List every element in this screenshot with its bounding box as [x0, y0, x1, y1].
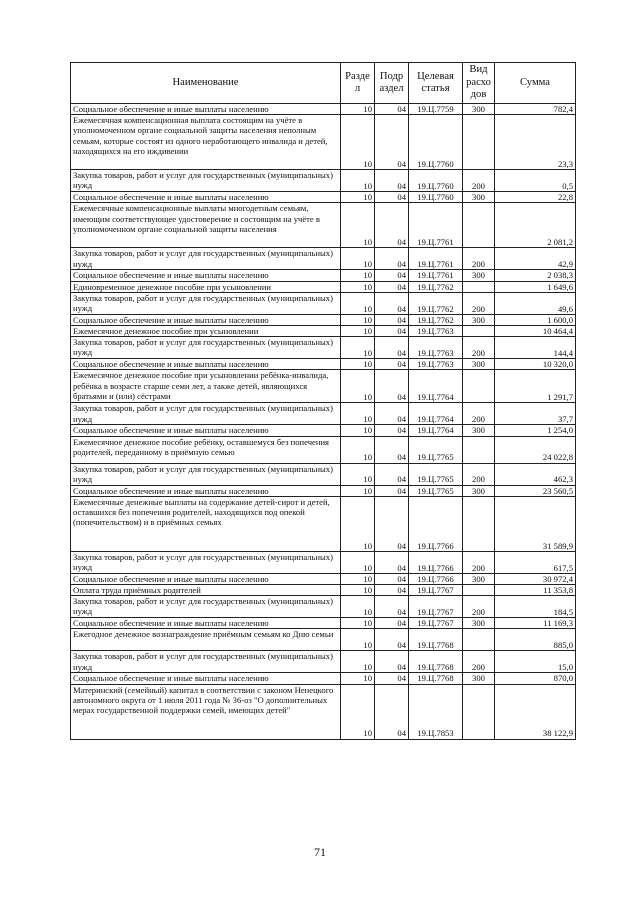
cell-sum: 1 291,7: [495, 370, 576, 403]
cell-name: Социальное обеспечение и иные выплаты населению: [71, 673, 341, 684]
cell-vr: [463, 326, 495, 337]
table-row: [71, 326, 576, 337]
cell-cs: 19.Ц.7762: [409, 314, 463, 325]
cell-vr: 300: [463, 425, 495, 436]
cell-cs: 19.Ц.7766: [409, 496, 463, 551]
cell-vr: 300: [463, 192, 495, 203]
cell-sum: 1 649,6: [495, 281, 576, 292]
cell-r: 10: [341, 192, 375, 203]
table-row: [71, 337, 576, 359]
cell-vr: [463, 203, 495, 248]
table-row: [71, 314, 576, 325]
cell-r: 10: [341, 496, 375, 551]
cell-name: Социальное обеспечение и иные выплаты населению: [71, 104, 341, 115]
cell-name: Ежемесячные компенсационные выплаты многодетным семьям, имеющим соответствующее удостоверение и состоящим на учёте в уполномоченном органе социальной защиты населения: [71, 203, 341, 248]
cell-name: Социальное обеспечение и иные выплаты населению: [71, 270, 341, 281]
cell-vr: 300: [463, 673, 495, 684]
cell-vr: 200: [463, 596, 495, 618]
cell-r: 10: [341, 596, 375, 618]
header-razdel: Разде л: [341, 63, 375, 104]
cell-p: 04: [375, 436, 409, 463]
cell-cs: 19.Ц.7764: [409, 370, 463, 403]
cell-name: Закупка товаров, работ и услуг для государственных (муниципальных) нужд: [71, 337, 341, 359]
cell-name: Закупка товаров, работ и услуг для государственных (муниципальных) нужд: [71, 463, 341, 485]
cell-sum: 462,3: [495, 463, 576, 485]
table-row: [71, 270, 576, 281]
table-row: [71, 485, 576, 496]
cell-vr: [463, 684, 495, 739]
header-name: Наименование: [71, 63, 341, 104]
cell-r: 10: [341, 248, 375, 270]
cell-vr: 200: [463, 170, 495, 192]
cell-vr: [463, 629, 495, 651]
cell-cs: 19.Ц.7763: [409, 337, 463, 359]
cell-p: 04: [375, 403, 409, 425]
table-row: [71, 370, 576, 403]
cell-sum: 885,0: [495, 629, 576, 651]
cell-sum: 870,0: [495, 673, 576, 684]
cell-cs: 19.Ц.7759: [409, 104, 463, 115]
cell-cs: 19.Ц.7767: [409, 585, 463, 596]
cell-cs: 19.Ц.7762: [409, 292, 463, 314]
cell-vr: 300: [463, 359, 495, 370]
table-row: [71, 684, 576, 739]
cell-p: 04: [375, 314, 409, 325]
cell-vr: 300: [463, 618, 495, 629]
table-row: [71, 585, 576, 596]
cell-p: 04: [375, 270, 409, 281]
cell-vr: [463, 115, 495, 170]
cell-vr: 300: [463, 270, 495, 281]
cell-p: 04: [375, 573, 409, 584]
table-row: [71, 403, 576, 425]
cell-cs: 19.Ц.7853: [409, 684, 463, 739]
cell-r: 10: [341, 573, 375, 584]
cell-sum: 10 320,0: [495, 359, 576, 370]
cell-cs: 19.Ц.7761: [409, 248, 463, 270]
cell-r: 10: [341, 618, 375, 629]
table-row: [71, 618, 576, 629]
cell-name: Закупка товаров, работ и услуг для государственных (муниципальных) нужд: [71, 170, 341, 192]
cell-name: Закупка товаров, работ и услуг для государственных (муниципальных) нужд: [71, 292, 341, 314]
table-header-row: [71, 63, 576, 104]
cell-r: 10: [341, 337, 375, 359]
cell-r: 10: [341, 281, 375, 292]
cell-sum: 11 353,8: [495, 585, 576, 596]
cell-r: 10: [341, 673, 375, 684]
table-row: [71, 281, 576, 292]
cell-cs: 19.Ц.7766: [409, 573, 463, 584]
cell-sum: 782,4: [495, 104, 576, 115]
cell-sum: 0,5: [495, 170, 576, 192]
cell-sum: 184,5: [495, 596, 576, 618]
cell-sum: 31 589,9: [495, 496, 576, 551]
cell-r: 10: [341, 485, 375, 496]
cell-sum: 23,3: [495, 115, 576, 170]
cell-cs: 19.Ц.7761: [409, 203, 463, 248]
cell-sum: 1 600,0: [495, 314, 576, 325]
cell-vr: 300: [463, 485, 495, 496]
cell-sum: 1 254,0: [495, 425, 576, 436]
table-row: [71, 596, 576, 618]
cell-vr: 200: [463, 403, 495, 425]
cell-sum: 15,0: [495, 651, 576, 673]
cell-cs: 19.Ц.7768: [409, 651, 463, 673]
cell-p: 04: [375, 551, 409, 573]
cell-name: Социальное обеспечение и иные выплаты населению: [71, 618, 341, 629]
cell-name: Ежегодное денежное вознаграждение приёмным семьям ко Дню семьи: [71, 629, 341, 651]
table-row: [71, 463, 576, 485]
cell-vr: 300: [463, 573, 495, 584]
cell-r: 10: [341, 463, 375, 485]
cell-cs: 19.Ц.7764: [409, 403, 463, 425]
cell-cs: 19.Ц.7767: [409, 596, 463, 618]
table-row: [71, 248, 576, 270]
cell-r: 10: [341, 651, 375, 673]
cell-name: Закупка товаров, работ и услуг для государственных (муниципальных) нужд: [71, 403, 341, 425]
page-number: 71: [314, 845, 326, 859]
cell-r: 10: [341, 425, 375, 436]
table-row: [71, 551, 576, 573]
cell-name: Ежемесячные денежные выплаты на содержание детей-сирот и детей, оставшихся без попечения родителей, находящихся под опекой (попечительством) и в приёмных семьях: [71, 496, 341, 551]
cell-name: Закупка товаров, работ и услуг для государственных (муниципальных) нужд: [71, 248, 341, 270]
cell-p: 04: [375, 463, 409, 485]
cell-p: 04: [375, 359, 409, 370]
cell-vr: 200: [463, 463, 495, 485]
table-row: [71, 359, 576, 370]
cell-cs: 19.Ц.7760: [409, 170, 463, 192]
cell-name: Социальное обеспечение и иные выплаты населению: [71, 192, 341, 203]
cell-r: 10: [341, 585, 375, 596]
cell-sum: 11 169,3: [495, 618, 576, 629]
table-row: [71, 170, 576, 192]
cell-name: Оплата труда приёмных родителей: [71, 585, 341, 596]
cell-sum: 23 560,5: [495, 485, 576, 496]
cell-p: 04: [375, 337, 409, 359]
cell-name: Закупка товаров, работ и услуг для государственных (муниципальных) нужд: [71, 551, 341, 573]
cell-name: Ежемесячное денежное пособие при усыновлении ребёнка-инвалида, ребёнка в возрасте старше семи лет, а также детей, являющихся братьями и (или) сёстрами: [71, 370, 341, 403]
cell-p: 04: [375, 596, 409, 618]
cell-r: 10: [341, 292, 375, 314]
cell-p: 04: [375, 673, 409, 684]
cell-name: Ежемесячная компенсационная выплата состоящим на учёте в уполномоченном органе социальной защиты населения неполным семьям, которые состоят из одного неработающего инвалида и детей, находящихся на его иждивении: [71, 115, 341, 170]
cell-p: 04: [375, 585, 409, 596]
table-body: [71, 104, 576, 740]
cell-vr: [463, 281, 495, 292]
cell-r: 10: [341, 104, 375, 115]
cell-sum: 42,9: [495, 248, 576, 270]
cell-sum: 2 081,2: [495, 203, 576, 248]
cell-sum: 37,7: [495, 403, 576, 425]
table-row: [71, 192, 576, 203]
cell-name: Социальное обеспечение и иные выплаты населению: [71, 573, 341, 584]
header-sum: Сумма: [495, 63, 576, 104]
table-row: [71, 436, 576, 463]
cell-cs: 19.Ц.7765: [409, 485, 463, 496]
cell-sum: 24 022,8: [495, 436, 576, 463]
cell-name: Материнский (семейный) капитал в соответствии с законом Ненецкого автономного округа от 1 июля 2011 года № 36-оз "О дополнительных мерах государственной поддержки семей, имеющих детей": [71, 684, 341, 739]
table-row: [71, 104, 576, 115]
cell-p: 04: [375, 326, 409, 337]
cell-cs: 19.Ц.7765: [409, 463, 463, 485]
cell-p: 04: [375, 292, 409, 314]
cell-vr: [463, 496, 495, 551]
cell-p: 04: [375, 684, 409, 739]
cell-cs: 19.Ц.7764: [409, 425, 463, 436]
cell-p: 04: [375, 629, 409, 651]
cell-cs: 19.Ц.7766: [409, 551, 463, 573]
table-row: [71, 673, 576, 684]
cell-name: Ежемесячное денежное пособие при усыновлении: [71, 326, 341, 337]
table-row: [71, 496, 576, 551]
cell-name: Социальное обеспечение и иные выплаты населению: [71, 359, 341, 370]
cell-vr: [463, 436, 495, 463]
cell-name: Ежемесячное денежное пособие ребёнку, оставшемуся без попечения родителей, переданному в приёмную семью: [71, 436, 341, 463]
cell-sum: 30 972,4: [495, 573, 576, 584]
cell-p: 04: [375, 281, 409, 292]
cell-sum: 144,4: [495, 337, 576, 359]
cell-p: 04: [375, 496, 409, 551]
cell-r: 10: [341, 270, 375, 281]
cell-name: Социальное обеспечение и иные выплаты населению: [71, 485, 341, 496]
cell-cs: 19.Ц.7763: [409, 326, 463, 337]
cell-p: 04: [375, 203, 409, 248]
cell-vr: 200: [463, 551, 495, 573]
table-row: [71, 115, 576, 170]
cell-p: 04: [375, 104, 409, 115]
header-vid: Вид расхо дов: [463, 63, 495, 104]
cell-r: 10: [341, 684, 375, 739]
cell-p: 04: [375, 651, 409, 673]
cell-cs: 19.Ц.7768: [409, 629, 463, 651]
cell-vr: 300: [463, 104, 495, 115]
cell-r: 10: [341, 551, 375, 573]
cell-p: 04: [375, 370, 409, 403]
cell-r: 10: [341, 326, 375, 337]
cell-r: 10: [341, 203, 375, 248]
cell-cs: 19.Ц.7761: [409, 270, 463, 281]
cell-cs: 19.Ц.7760: [409, 115, 463, 170]
cell-p: 04: [375, 170, 409, 192]
table-row: [71, 292, 576, 314]
cell-r: 10: [341, 629, 375, 651]
cell-p: 04: [375, 115, 409, 170]
cell-name: Социальное обеспечение и иные выплаты населению: [71, 314, 341, 325]
cell-cs: 19.Ц.7767: [409, 618, 463, 629]
table-row: [71, 573, 576, 584]
cell-r: 10: [341, 403, 375, 425]
cell-cs: 19.Ц.7762: [409, 281, 463, 292]
budget-table: [70, 62, 576, 740]
cell-cs: 19.Ц.7763: [409, 359, 463, 370]
cell-name: Закупка товаров, работ и услуг для государственных (муниципальных) нужд: [71, 651, 341, 673]
cell-r: 10: [341, 436, 375, 463]
cell-r: 10: [341, 359, 375, 370]
table-row: [71, 425, 576, 436]
cell-p: 04: [375, 248, 409, 270]
cell-p: 04: [375, 485, 409, 496]
cell-name: Закупка товаров, работ и услуг для государственных (муниципальных) нужд: [71, 596, 341, 618]
cell-vr: 300: [463, 314, 495, 325]
table-row: [71, 629, 576, 651]
header-podrazdel: Подр аздел: [375, 63, 409, 104]
cell-vr: 200: [463, 248, 495, 270]
cell-vr: 200: [463, 651, 495, 673]
cell-p: 04: [375, 618, 409, 629]
cell-sum: 617,5: [495, 551, 576, 573]
cell-r: 10: [341, 170, 375, 192]
cell-p: 04: [375, 425, 409, 436]
cell-sum: 49,6: [495, 292, 576, 314]
table-row: [71, 651, 576, 673]
cell-r: 10: [341, 370, 375, 403]
cell-p: 04: [375, 192, 409, 203]
cell-vr: [463, 370, 495, 403]
cell-sum: 22,8: [495, 192, 576, 203]
cell-r: 10: [341, 314, 375, 325]
cell-sum: 38 122,9: [495, 684, 576, 739]
cell-name: Единовременное денежное пособие при усыновлении: [71, 281, 341, 292]
cell-name: Социальное обеспечение и иные выплаты населению: [71, 425, 341, 436]
cell-cs: 19.Ц.7760: [409, 192, 463, 203]
header-target: Целевая статья: [409, 63, 463, 104]
cell-r: 10: [341, 115, 375, 170]
cell-sum: 10 464,4: [495, 326, 576, 337]
cell-vr: 200: [463, 337, 495, 359]
cell-sum: 2 038,3: [495, 270, 576, 281]
cell-cs: 19.Ц.7765: [409, 436, 463, 463]
table-row: [71, 203, 576, 248]
cell-cs: 19.Ц.7768: [409, 673, 463, 684]
cell-vr: 200: [463, 292, 495, 314]
cell-vr: [463, 585, 495, 596]
